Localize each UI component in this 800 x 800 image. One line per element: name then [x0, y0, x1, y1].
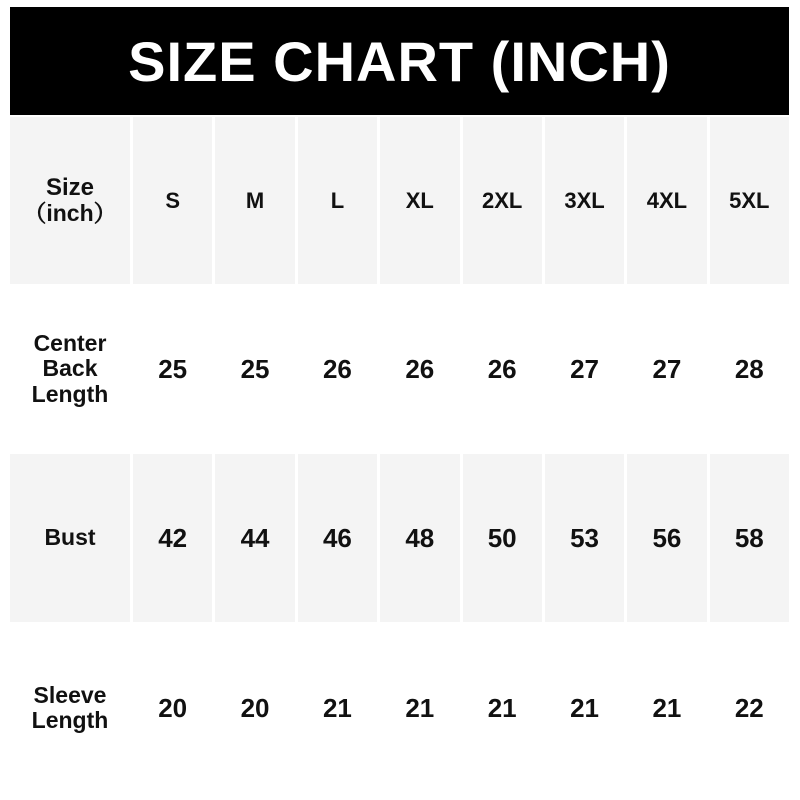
cell-bust-2xl: 50 [463, 454, 542, 622]
cell-bust-3xl: 53 [545, 454, 624, 622]
cell-sleeve-length-2xl: 21 [463, 624, 542, 792]
cell-bust-5xl: 58 [710, 454, 789, 622]
cell-sleeve-length-s: 20 [133, 624, 212, 792]
column-header-5xl: 5XL [710, 117, 789, 284]
cell-center-back-length-4xl: 27 [627, 286, 706, 452]
corner-cell [10, 117, 130, 284]
cell-sleeve-length-l: 21 [298, 624, 377, 792]
column-header-4xl: 4XL [627, 117, 706, 284]
cell-center-back-length-3xl: 27 [545, 286, 624, 452]
corner-label: Size [45, 173, 95, 201]
cell-sleeve-length-xl: 21 [380, 624, 459, 792]
cell-bust-m: 44 [215, 454, 294, 622]
cell-center-back-length-xl: 26 [380, 286, 459, 452]
column-header-l: L [298, 117, 377, 284]
cell-bust-xl: 48 [380, 454, 459, 622]
row-label-center-back-length: Center Back Length [10, 286, 130, 452]
cell-bust-4xl: 56 [627, 454, 706, 622]
cell-center-back-length-2xl: 26 [463, 286, 542, 452]
size-table [10, 117, 789, 792]
column-header-2xl: 2XL [463, 117, 542, 284]
column-header-m: M [215, 117, 294, 284]
cell-sleeve-length-3xl: 21 [545, 624, 624, 792]
cell-center-back-length-s: 25 [133, 286, 212, 452]
title-banner [10, 7, 789, 115]
cell-center-back-length-m: 25 [215, 286, 294, 452]
cell-bust-l: 46 [298, 454, 377, 622]
cell-center-back-length-l: 26 [298, 286, 377, 452]
cell-bust-s: 42 [133, 454, 212, 622]
row-label-sleeve-length: Sleeve Length [10, 624, 130, 792]
cell-center-back-length-5xl: 28 [710, 286, 789, 452]
page-title: SIZE CHART (INCH) [128, 29, 671, 93]
column-header-xl: XL [380, 117, 459, 284]
cell-sleeve-length-5xl: 22 [710, 624, 789, 792]
cell-sleeve-length-4xl: 21 [627, 624, 706, 792]
column-header-3xl: 3XL [545, 117, 624, 284]
corner-unit: （inch） [23, 200, 117, 227]
cell-sleeve-length-m: 20 [215, 624, 294, 792]
column-header-s: S [133, 117, 212, 284]
row-label-bust: Bust [10, 454, 130, 622]
